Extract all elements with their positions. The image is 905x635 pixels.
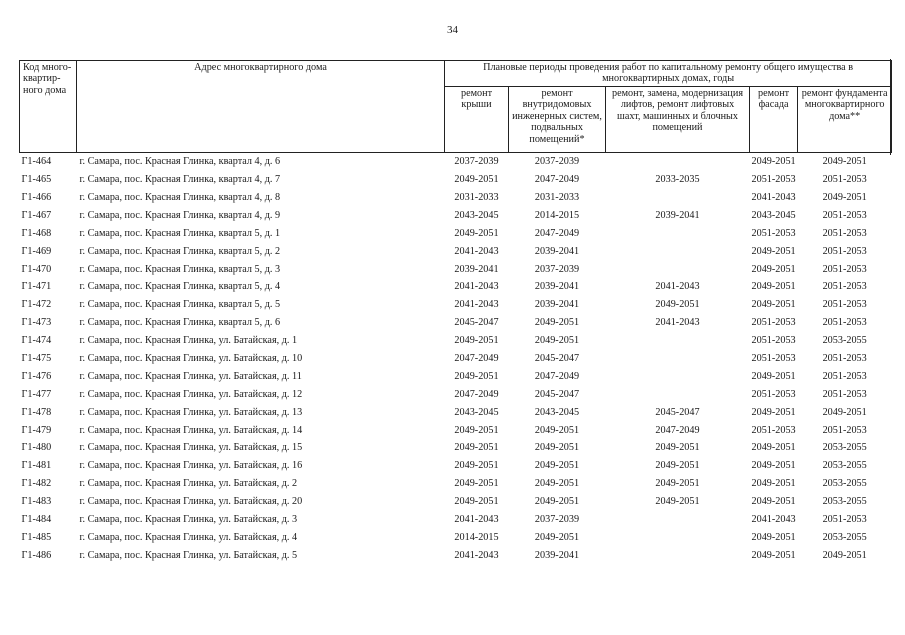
cell-foundation: 2051-2053 <box>822 299 867 311</box>
table-row <box>20 511 892 529</box>
cell-foundation: 2051-2053 <box>822 424 867 436</box>
cell-facade: 2043-2045 <box>751 209 796 221</box>
cell-code: Г1-475 <box>21 353 52 365</box>
cell-systems: 2045-2047 <box>534 388 580 400</box>
cell-roof: 2043-2045 <box>454 406 499 418</box>
cell-roof: 2041-2043 <box>454 549 499 561</box>
cell-address: г. Самара, пос. Красная Глинка, квартал 5, д. 5 <box>79 299 281 311</box>
header-periods-title: Плановые периоды проведения работ по капитальному ремонту общего имущества в многоквартирных домах, годы <box>445 61 892 87</box>
cell-foundation: 2051-2053 <box>822 245 867 257</box>
cell-roof: 2049-2051 <box>454 496 499 508</box>
cell-code: Г1-472 <box>21 299 52 311</box>
cell-roof: 2037-2039 <box>454 156 499 168</box>
cell-elevators <box>606 242 750 260</box>
cell-foundation: 2053-2055 <box>822 531 867 543</box>
cell-roof: 2049-2051 <box>454 478 499 490</box>
cell-roof: 2047-2049 <box>454 388 499 400</box>
cell-foundation: 2051-2053 <box>822 227 867 239</box>
cell-elevators: 2033-2035 <box>655 174 700 186</box>
cell-address: г. Самара, пос. Красная Глинка, квартал 5, д. 6 <box>79 317 281 329</box>
cell-address: г. Самара, пос. Красная Глинка, квартал 4, д. 8 <box>79 192 281 204</box>
cell-code: Г1-481 <box>21 460 52 472</box>
cell-roof: 2049-2051 <box>454 370 499 382</box>
cell-address: г. Самара, пос. Красная Глинка, квартал 5, д. 1 <box>79 227 281 239</box>
table-row <box>20 207 892 225</box>
table-row <box>20 350 892 368</box>
cell-roof: 2045-2047 <box>454 317 499 329</box>
cell-code: Г1-464 <box>21 156 52 168</box>
cell-systems: 2049-2051 <box>534 460 580 472</box>
cell-address: г. Самара, пос. Красная Глинка, ул. Батайская, д. 14 <box>79 424 303 436</box>
cell-elevators: 2049-2051 <box>655 460 700 472</box>
cell-code: Г1-482 <box>21 478 52 490</box>
cell-roof: 2049-2051 <box>454 174 499 186</box>
cell-address: г. Самара, пос. Красная Глинка, ул. Батайская, д. 1 <box>79 335 298 347</box>
cell-address: г. Самара, пос. Красная Глинка, ул. Батайская, д. 12 <box>79 388 303 400</box>
cell-systems: 2039-2041 <box>534 281 580 293</box>
cell-systems: 2037-2039 <box>534 263 580 275</box>
cell-facade: 2049-2051 <box>751 531 796 543</box>
cell-elevators <box>606 189 750 207</box>
cell-facade: 2049-2051 <box>751 370 796 382</box>
cell-address: г. Самара, пос. Красная Глинка, ул. Батайская, д. 15 <box>79 442 303 454</box>
cell-elevators: 2049-2051 <box>655 478 700 490</box>
cell-systems: 2039-2041 <box>534 549 580 561</box>
cell-foundation: 2053-2055 <box>822 442 867 454</box>
cell-facade: 2049-2051 <box>751 442 796 454</box>
cell-foundation: 2049-2051 <box>822 406 867 418</box>
cell-address: г. Самара, пос. Красная Глинка, ул. Батайская, д. 16 <box>79 460 303 472</box>
cell-address: г. Самара, пос. Красная Глинка, квартал 5, д. 4 <box>79 281 281 293</box>
table-row <box>20 332 892 350</box>
cell-address: г. Самара, пос. Красная Глинка, ул. Батайская, д. 13 <box>79 406 303 418</box>
cell-elevators <box>606 386 750 404</box>
table-row <box>20 260 892 278</box>
header-elevators: ремонт, замена, модернизация лифтов, ремонт лифтовых шахт, машинных и блочных помещений <box>606 87 750 153</box>
cell-systems: 2039-2041 <box>534 245 580 257</box>
table-header <box>20 61 892 153</box>
cell-address: г. Самара, пос. Красная Глинка, квартал 4, д. 6 <box>79 156 281 168</box>
cell-foundation: 2049-2051 <box>822 192 867 204</box>
cell-code: Г1-480 <box>21 442 52 454</box>
header-facade: ремонт фасада <box>750 87 798 153</box>
cell-address: г. Самара, пос. Красная Глинка, ул. Батайская, д. 3 <box>79 514 298 526</box>
cell-roof: 2049-2051 <box>454 442 499 454</box>
cell-roof: 2041-2043 <box>454 281 499 293</box>
cell-facade: 2049-2051 <box>751 549 796 561</box>
cell-elevators: 2049-2051 <box>655 299 700 311</box>
cell-systems: 2037-2039 <box>534 514 580 526</box>
cell-foundation: 2053-2055 <box>822 496 867 508</box>
cell-code: Г1-484 <box>21 514 52 526</box>
cell-address: г. Самара, пос. Красная Глинка, ул. Батайская, д. 2 <box>79 478 298 490</box>
cell-roof: 2049-2051 <box>454 227 499 239</box>
cell-elevators <box>606 547 750 565</box>
table-row <box>20 314 892 332</box>
cell-elevators: 2049-2051 <box>655 442 700 454</box>
cell-roof: 2049-2051 <box>454 335 499 347</box>
cell-address: г. Самара, пос. Красная Глинка, ул. Батайская, д. 10 <box>79 353 303 365</box>
cell-systems: 2037-2039 <box>534 156 580 168</box>
cell-systems: 2045-2047 <box>534 353 580 365</box>
cell-elevators: 2049-2051 <box>655 496 700 508</box>
cell-facade: 2049-2051 <box>751 460 796 472</box>
table-row <box>20 189 892 207</box>
cell-systems: 2039-2041 <box>534 299 580 311</box>
cell-roof: 2043-2045 <box>454 209 499 221</box>
cell-facade: 2049-2051 <box>751 478 796 490</box>
cell-roof: 2041-2043 <box>454 299 499 311</box>
table-row <box>20 421 892 439</box>
cell-facade: 2049-2051 <box>751 156 796 168</box>
cell-code: Г1-478 <box>21 406 52 418</box>
cell-address: г. Самара, пос. Красная Глинка, квартал 5, д. 3 <box>79 263 281 275</box>
cell-facade: 2049-2051 <box>751 406 796 418</box>
cell-address: г. Самара, пос. Красная Глинка, квартал 4, д. 9 <box>79 209 281 221</box>
cell-elevators: 2041-2043 <box>655 317 700 329</box>
cell-roof: 2031-2033 <box>454 192 499 204</box>
cell-address: г. Самара, пос. Красная Глинка, ул. Батайская, д. 4 <box>79 531 298 543</box>
cell-code: Г1-477 <box>21 388 52 400</box>
cell-roof: 2041-2043 <box>454 245 499 257</box>
cell-foundation: 2051-2053 <box>822 209 867 221</box>
cell-systems: 2014-2015 <box>534 209 580 221</box>
cell-code: Г1-469 <box>21 245 52 257</box>
table-row <box>20 439 892 457</box>
cell-systems: 2047-2049 <box>534 174 580 186</box>
cell-facade: 2049-2051 <box>751 299 796 311</box>
page-number: 34 <box>447 24 458 36</box>
header-code: Код много-квартир-ного дома <box>20 61 77 153</box>
cell-code: Г1-476 <box>21 370 52 382</box>
cell-address: г. Самара, пос. Красная Глинка, ул. Батайская, д. 20 <box>79 496 303 508</box>
cell-foundation: 2053-2055 <box>822 335 867 347</box>
cell-systems: 2031-2033 <box>534 192 580 204</box>
cell-facade: 2051-2053 <box>751 317 796 329</box>
cell-elevators <box>606 350 750 368</box>
table-row <box>20 493 892 511</box>
cell-code: Г1-473 <box>21 317 52 329</box>
cell-foundation: 2051-2053 <box>822 281 867 293</box>
header-roof: ремонт крыши <box>445 87 509 153</box>
cell-code: Г1-486 <box>21 549 52 561</box>
cell-foundation: 2051-2053 <box>822 174 867 186</box>
header-foundation: ремонт фундамента многоквартирного дома** <box>798 87 892 153</box>
cell-elevators <box>606 368 750 386</box>
cell-elevators <box>606 332 750 350</box>
cell-foundation: 2051-2053 <box>822 388 867 400</box>
table-row <box>20 403 892 421</box>
cell-code: Г1-471 <box>21 281 52 293</box>
table-row <box>20 242 892 260</box>
cell-systems: 2043-2045 <box>534 406 580 418</box>
cell-foundation: 2051-2053 <box>822 353 867 365</box>
cell-facade: 2051-2053 <box>751 227 796 239</box>
cell-foundation: 2053-2055 <box>822 460 867 472</box>
repair-schedule-table <box>19 60 892 564</box>
table-row <box>20 153 892 171</box>
table-row <box>20 475 892 493</box>
cell-elevators <box>606 260 750 278</box>
cell-code: Г1-468 <box>21 227 52 239</box>
cell-foundation: 2051-2053 <box>822 317 867 329</box>
cell-facade: 2051-2053 <box>751 353 796 365</box>
table-row <box>20 368 892 386</box>
cell-code: Г1-465 <box>21 174 52 186</box>
cell-facade: 2051-2053 <box>751 174 796 186</box>
cell-code: Г1-470 <box>21 263 52 275</box>
cell-elevators: 2039-2041 <box>655 209 700 221</box>
cell-facade: 2041-2043 <box>751 192 796 204</box>
cell-code: Г1-479 <box>21 424 52 436</box>
cell-facade: 2051-2053 <box>751 388 796 400</box>
cell-address: г. Самара, пос. Красная Глинка, ул. Батайская, д. 5 <box>79 549 298 561</box>
cell-facade: 2049-2051 <box>751 245 796 257</box>
table-row <box>20 547 892 565</box>
cell-systems: 2049-2051 <box>534 442 580 454</box>
header-systems: ремонт внутридомовых инженерных систем, подвальных помещений* <box>509 87 606 153</box>
cell-roof: 2047-2049 <box>454 353 499 365</box>
cell-systems: 2049-2051 <box>534 531 580 543</box>
cell-code: Г1-467 <box>21 209 52 221</box>
cell-facade: 2049-2051 <box>751 263 796 275</box>
cell-roof: 2049-2051 <box>454 424 499 436</box>
cell-foundation: 2051-2053 <box>822 514 867 526</box>
table-row <box>20 386 892 404</box>
cell-code: Г1-474 <box>21 335 52 347</box>
cell-facade: 2049-2051 <box>751 281 796 293</box>
cell-facade: 2049-2051 <box>751 496 796 508</box>
cell-elevators: 2041-2043 <box>655 281 700 293</box>
cell-roof: 2041-2043 <box>454 514 499 526</box>
cell-systems: 2049-2051 <box>534 478 580 490</box>
table-row <box>20 296 892 314</box>
cell-address: г. Самара, пос. Красная Глинка, ул. Батайская, д. 11 <box>79 370 302 382</box>
cell-address: г. Самара, пос. Красная Глинка, квартал 4, д. 7 <box>79 174 281 186</box>
table-row <box>20 278 892 296</box>
header-address: Адрес многоквартирного дома <box>77 61 445 153</box>
cell-facade: 2041-2043 <box>751 514 796 526</box>
cell-elevators <box>606 529 750 547</box>
cell-systems: 2047-2049 <box>534 370 580 382</box>
cell-foundation: 2049-2051 <box>822 549 867 561</box>
cell-code: Г1-466 <box>21 192 52 204</box>
cell-address: г. Самара, пос. Красная Глинка, квартал 5, д. 2 <box>79 245 281 257</box>
cell-systems: 2049-2051 <box>534 317 580 329</box>
table-row <box>20 457 892 475</box>
cell-elevators <box>606 225 750 243</box>
table-row <box>20 171 892 189</box>
cell-systems: 2049-2051 <box>534 335 580 347</box>
cell-elevators <box>606 153 750 171</box>
table-row <box>20 529 892 547</box>
cell-elevators: 2047-2049 <box>655 424 700 436</box>
cell-code: Г1-485 <box>21 531 52 543</box>
cell-systems: 2047-2049 <box>534 227 580 239</box>
cell-foundation: 2053-2055 <box>822 478 867 490</box>
cell-elevators: 2045-2047 <box>655 406 700 418</box>
cell-code: Г1-483 <box>21 496 52 508</box>
cell-foundation: 2049-2051 <box>822 156 867 168</box>
cell-foundation: 2051-2053 <box>822 370 867 382</box>
cell-foundation: 2051-2053 <box>822 263 867 275</box>
cell-roof: 2039-2041 <box>454 263 499 275</box>
table-row <box>20 225 892 243</box>
cell-elevators <box>606 511 750 529</box>
cell-roof: 2049-2051 <box>454 460 499 472</box>
cell-facade: 2051-2053 <box>751 335 796 347</box>
cell-systems: 2049-2051 <box>534 424 580 436</box>
cell-facade: 2051-2053 <box>751 424 796 436</box>
cell-roof: 2014-2015 <box>454 531 499 543</box>
table-body <box>20 153 892 565</box>
cell-systems: 2049-2051 <box>534 496 580 508</box>
